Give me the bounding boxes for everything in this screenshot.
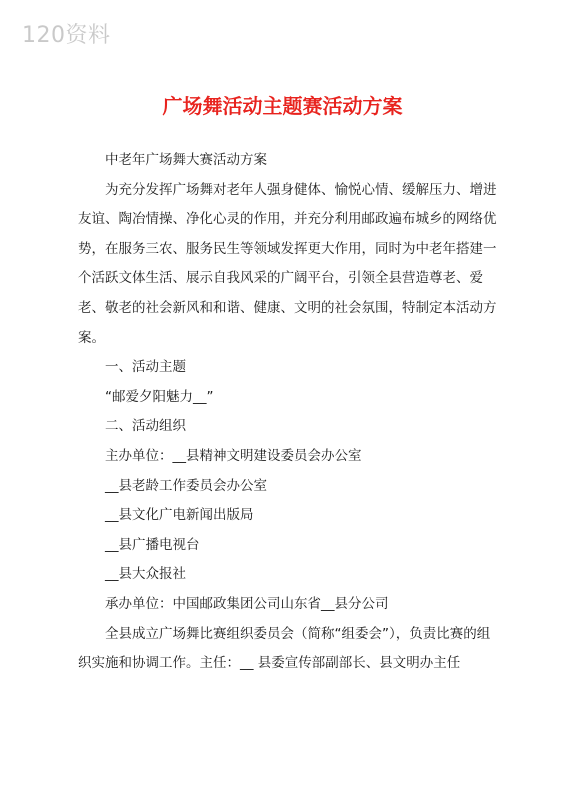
paragraph-host-5: __县大众报社 — [105, 566, 186, 583]
watermark: 120资料 — [22, 23, 111, 48]
paragraph-organizer: 承办单位：中国邮政集团公司山东省__县分公司 — [105, 595, 389, 612]
section-heading-theme: 一、活动主题 — [105, 359, 186, 376]
paragraph-host-3: __县文化广电新闻出版局 — [105, 507, 254, 524]
paragraph-host-2: __县老龄工作委员会办公室 — [105, 477, 267, 494]
document-body — [78, 146, 498, 679]
paragraph-intro: 为充分发挥广场舞对老年人强身健体、愉悦心情、缓解压力、增进友谊、陶冶情操、净化心灵的作用，并充分利用邮政遍布城乡的网络优势，在服务三农、服务民生等领域发挥更大作用，同时为中老年搭建一个活跃文体生活、展示自我风采的广阔平台，引领全县营造尊老、爱老、敬老的社会新风和和谐、健康、文明的社会氛围，特制定本活动方案。 — [78, 181, 497, 346]
document-title: 广场舞活动主题赛活动方案 — [162, 94, 403, 118]
paragraph-host-4: __县广播电视台 — [105, 536, 200, 553]
paragraph-subtitle: 中老年广场舞大赛活动方案 — [105, 152, 267, 168]
section-heading-organization: 二、活动组织 — [105, 418, 186, 435]
paragraph-host: 主办单位：__县精神文明建设委员会办公室 — [105, 447, 362, 464]
paragraph-committee: 全县成立广场舞比赛组织委员会（简称“组委会”），负责比赛的组织实施和协调工作。主任：__ 县委宣传部副部长、县文明办主任 — [78, 625, 491, 672]
paragraph-theme: “邮爱夕阳魅力__” — [105, 388, 214, 405]
